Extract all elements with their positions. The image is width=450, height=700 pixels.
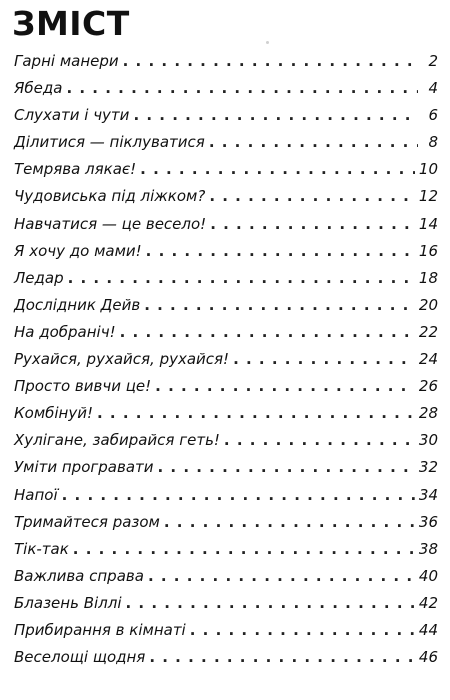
toc-entry-title: Прибирання в кімнаті — [14, 620, 186, 639]
toc-entry-title: Дослідник Дейв — [14, 295, 141, 314]
toc-entry[interactable] — [14, 265, 438, 292]
toc-entry-page-number: 14 — [418, 214, 438, 233]
dot-leader — [66, 75, 418, 102]
toc-entry[interactable] — [14, 319, 438, 346]
dot-leader — [62, 482, 415, 509]
toc-entry[interactable] — [14, 536, 438, 563]
toc-entry-page-number: 46 — [418, 648, 438, 667]
toc-entry-page-number: 4 — [428, 79, 438, 98]
toc-entry-page-number: 24 — [418, 350, 438, 369]
dot-leader — [149, 644, 415, 671]
dot-leader — [224, 427, 415, 454]
toc-entry[interactable] — [14, 183, 438, 210]
toc-entry-title: Рухайся, рухайся, рухайся! — [14, 350, 230, 369]
toc-entry-title: Хулігане, забирайся геть! — [14, 431, 220, 450]
toc-entry[interactable] — [14, 373, 438, 400]
toc-entry-title: Веселощі щодня — [14, 648, 146, 667]
table-of-contents — [14, 48, 438, 671]
toc-entry-page-number: 26 — [418, 377, 438, 396]
toc-entry[interactable] — [14, 617, 438, 644]
toc-entry[interactable] — [14, 644, 438, 671]
toc-entry-page-number: 6 — [428, 106, 438, 125]
dot-leader — [146, 238, 415, 265]
toc-entry[interactable] — [14, 346, 438, 373]
toc-entry-page-number: 22 — [418, 322, 438, 341]
toc-entry-page-number: 18 — [418, 268, 438, 287]
dot-leader — [123, 48, 418, 75]
paper-speck — [266, 41, 269, 44]
toc-entry-title: Навчатися — це весело! — [14, 214, 207, 233]
toc-entry-title: Я хочу до мами! — [14, 241, 142, 260]
toc-entry-title: Чудовиська під ліжком? — [14, 187, 206, 206]
toc-entry[interactable] — [14, 156, 438, 183]
toc-entry-page-number: 30 — [418, 431, 438, 450]
toc-entry-page-number: 38 — [418, 539, 438, 558]
toc-entry[interactable] — [14, 129, 438, 156]
toc-entry-page-number: 12 — [418, 187, 438, 206]
toc-entry-title: Напої — [14, 485, 58, 504]
toc-entry-page-number: 36 — [418, 512, 438, 531]
toc-entry[interactable] — [14, 590, 438, 617]
dot-leader — [209, 183, 415, 210]
toc-entry-page-number: 28 — [418, 404, 438, 423]
dot-leader — [120, 319, 415, 346]
toc-entry-title: Ябеда — [14, 79, 63, 98]
toc-entry-title: Слухати і чути — [14, 106, 130, 125]
dot-leader — [133, 102, 418, 129]
toc-entry-page-number: 8 — [428, 133, 438, 152]
toc-entry-title: На добраніч! — [14, 322, 116, 341]
toc-entry[interactable] — [14, 427, 438, 454]
dot-leader — [164, 509, 415, 536]
dot-leader — [68, 265, 415, 292]
toc-entry-title: Просто вивчи це! — [14, 377, 152, 396]
toc-entry[interactable] — [14, 211, 438, 238]
toc-entry-title: Темрява лякає! — [14, 160, 137, 179]
toc-entry-page-number: 2 — [428, 52, 438, 70]
dot-leader — [140, 156, 415, 183]
toc-entry[interactable] — [14, 454, 438, 481]
dot-leader — [210, 211, 415, 238]
toc-entry-page-number: 40 — [418, 566, 438, 585]
toc-entry-title: Блазень Віллі — [14, 593, 122, 612]
toc-entry[interactable] — [14, 75, 438, 102]
toc-entry-page-number: 44 — [418, 620, 438, 639]
toc-entry[interactable] — [14, 238, 438, 265]
toc-entry-title: Уміти програвати — [14, 458, 154, 477]
dot-leader — [73, 536, 415, 563]
toc-entry[interactable] — [14, 509, 438, 536]
toc-entry[interactable] — [14, 400, 438, 427]
toc-entry[interactable] — [14, 482, 438, 509]
dot-leader — [148, 563, 415, 590]
toc-entry-page-number: 20 — [418, 295, 438, 314]
toc-entry-title: Тримайтеся разом — [14, 512, 160, 531]
toc-entry-page-number: 42 — [418, 593, 438, 612]
toc-entry[interactable] — [14, 48, 438, 75]
dot-leader — [126, 590, 415, 617]
toc-entry-title: Ледар — [14, 268, 64, 287]
dot-leader — [209, 129, 418, 156]
dot-leader — [144, 292, 415, 319]
toc-entry-page-number: 34 — [418, 485, 438, 504]
dot-leader — [97, 400, 415, 427]
toc-entry-title: Важлива справа — [14, 566, 144, 585]
dot-leader — [155, 373, 415, 400]
toc-entry-title: Гарні манери — [14, 52, 119, 70]
toc-entry-title: Тік-так — [14, 539, 69, 558]
toc-entry[interactable] — [14, 292, 438, 319]
page-title: ЗМІСТ — [12, 4, 130, 43]
toc-entry-title: Комбінуй! — [14, 404, 94, 423]
toc-entry[interactable] — [14, 102, 438, 129]
dot-leader — [190, 617, 415, 644]
toc-entry-page-number: 16 — [418, 241, 438, 260]
toc-entry[interactable] — [14, 563, 438, 590]
toc-entry-page-number: 10 — [418, 160, 438, 179]
dot-leader — [233, 346, 415, 373]
dot-leader — [158, 454, 415, 481]
toc-entry-title: Ділитися — піклуватися — [14, 133, 205, 152]
toc-entry-page-number: 32 — [418, 458, 438, 477]
